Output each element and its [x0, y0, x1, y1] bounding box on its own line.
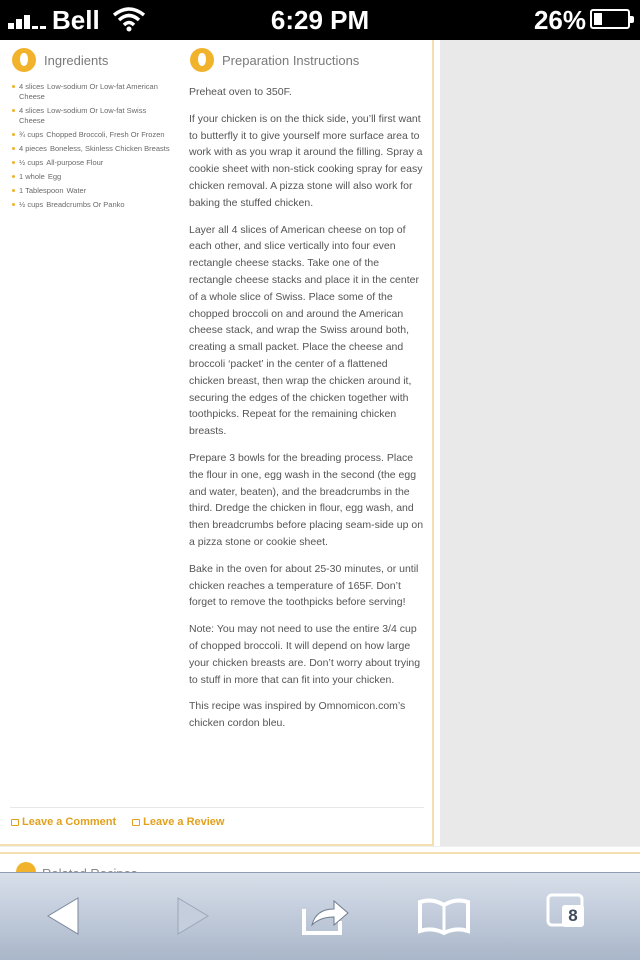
recipe-actions: [11, 816, 225, 828]
bookmarks-button[interactable]: [414, 891, 474, 941]
comment-icon: [132, 819, 140, 826]
ingredient-item: 1 Tablespoon Water: [12, 186, 172, 196]
ingredient-item: 4 pieces Boneless, Skinless Chicken Breasts: [12, 144, 172, 154]
back-button[interactable]: [34, 891, 94, 941]
comment-icon: [11, 819, 19, 826]
recipe-card: [0, 40, 434, 846]
instruction-paragraph: If your chicken is on the thick side, you’ll first want to butterfly it to give yourself more surface area to work with as you wrap it around the filling. Spray a cookie sheet with non-stick cooking spray for easy chicken removal. A pizza stone will also work for baking the stuffed chicken.: [189, 112, 423, 209]
bookmarks-icon: [416, 895, 472, 937]
status-bar: [0, 0, 640, 40]
chef-hat-icon: [190, 48, 214, 72]
divider: [10, 807, 424, 808]
chef-hat-icon: [12, 48, 36, 72]
leave-comment-link[interactable]: Leave a Comment: [11, 816, 116, 828]
clock: 6:29 PM: [270, 5, 370, 35]
battery-percent: 26%: [533, 5, 586, 35]
instruction-paragraph: Prepare 3 bowls for the breading process. Place the flour in one, egg wash in the second (the egg and water, beaten), and the breadcrumbs in the third. Dredge the chicken in flour, egg wash, and then breadcrumbs before placing seam-side up on a pizza stone or cookie sheet.: [189, 451, 424, 548]
web-page[interactable]: [0, 40, 640, 872]
instruction-paragraph: Preheat oven to 350F.: [189, 86, 292, 98]
ingredients-list: [12, 82, 172, 214]
instructions-body: [189, 84, 425, 742]
carrier-name: Bell: [52, 5, 100, 35]
ingredient-item: ½ cups Breadcrumbs Or Panko: [12, 200, 172, 210]
leave-review-link[interactable]: Leave a Review: [132, 816, 224, 828]
instruction-paragraph: Note: You may not need to use the entire 3/4 cup of chopped broccoli. It will depend on how large your chicken breasts are. Don’t worry about trying to stuff in more that can fit into your chicken.: [189, 623, 421, 686]
side-panel: [440, 40, 640, 846]
ingredient-item: ½ cups All-purpose Flour: [12, 158, 172, 168]
ingredient-item: ¾ cups Chopped Broccoli, Fresh Or Frozen: [12, 130, 172, 140]
instructions-title: Preparation Instructions: [222, 52, 360, 68]
battery-icon: [590, 9, 630, 29]
forward-arrow-icon: [172, 895, 212, 937]
instruction-paragraph: Layer all 4 slices of American cheese on top of each other, and slice vertically into four even rectangle cheese stacks. Take one of the rectangle cheese stacks and place it in the center of a whole slice of Swiss. Place some of the chopped broccoli on and around the American cheese stack, and wrap the Swiss around both, creating a small packet. Place the cheese and broccoli ‘packet’ in the center of a flattened chicken breast, then wrap the chicken around it, securing the edges of the chicken together with toothpicks. Repeat for the remaining chicken breasts.: [189, 223, 419, 438]
ingredients-title: Ingredients: [44, 52, 109, 68]
instructions-header: [190, 48, 359, 72]
instruction-paragraph: Bake in the oven for about 25-30 minutes, or until chicken reaches a temperature of 165F. Don’t forget to remove the toothpicks before serving!: [189, 562, 419, 609]
ingredients-header: [12, 48, 108, 72]
share-icon: [296, 895, 352, 937]
ingredient-item: 1 whole Egg: [12, 172, 172, 182]
forward-button[interactable]: [162, 891, 222, 941]
ingredient-item: 4 slices Low-sodium Or Low-fat American Cheese: [12, 82, 172, 102]
share-button[interactable]: [294, 891, 354, 941]
browser-toolbar: [0, 872, 640, 960]
back-arrow-icon: [44, 895, 84, 937]
ingredient-item: 4 slices Low-sodium Or Low-fat Swiss Cheese: [12, 106, 172, 126]
tabs-button[interactable]: [544, 891, 604, 941]
instruction-paragraph: This recipe was inspired by Omnomicon.com’s chicken cordon bleu.: [189, 700, 406, 730]
tab-count-badge: 8: [562, 905, 584, 927]
